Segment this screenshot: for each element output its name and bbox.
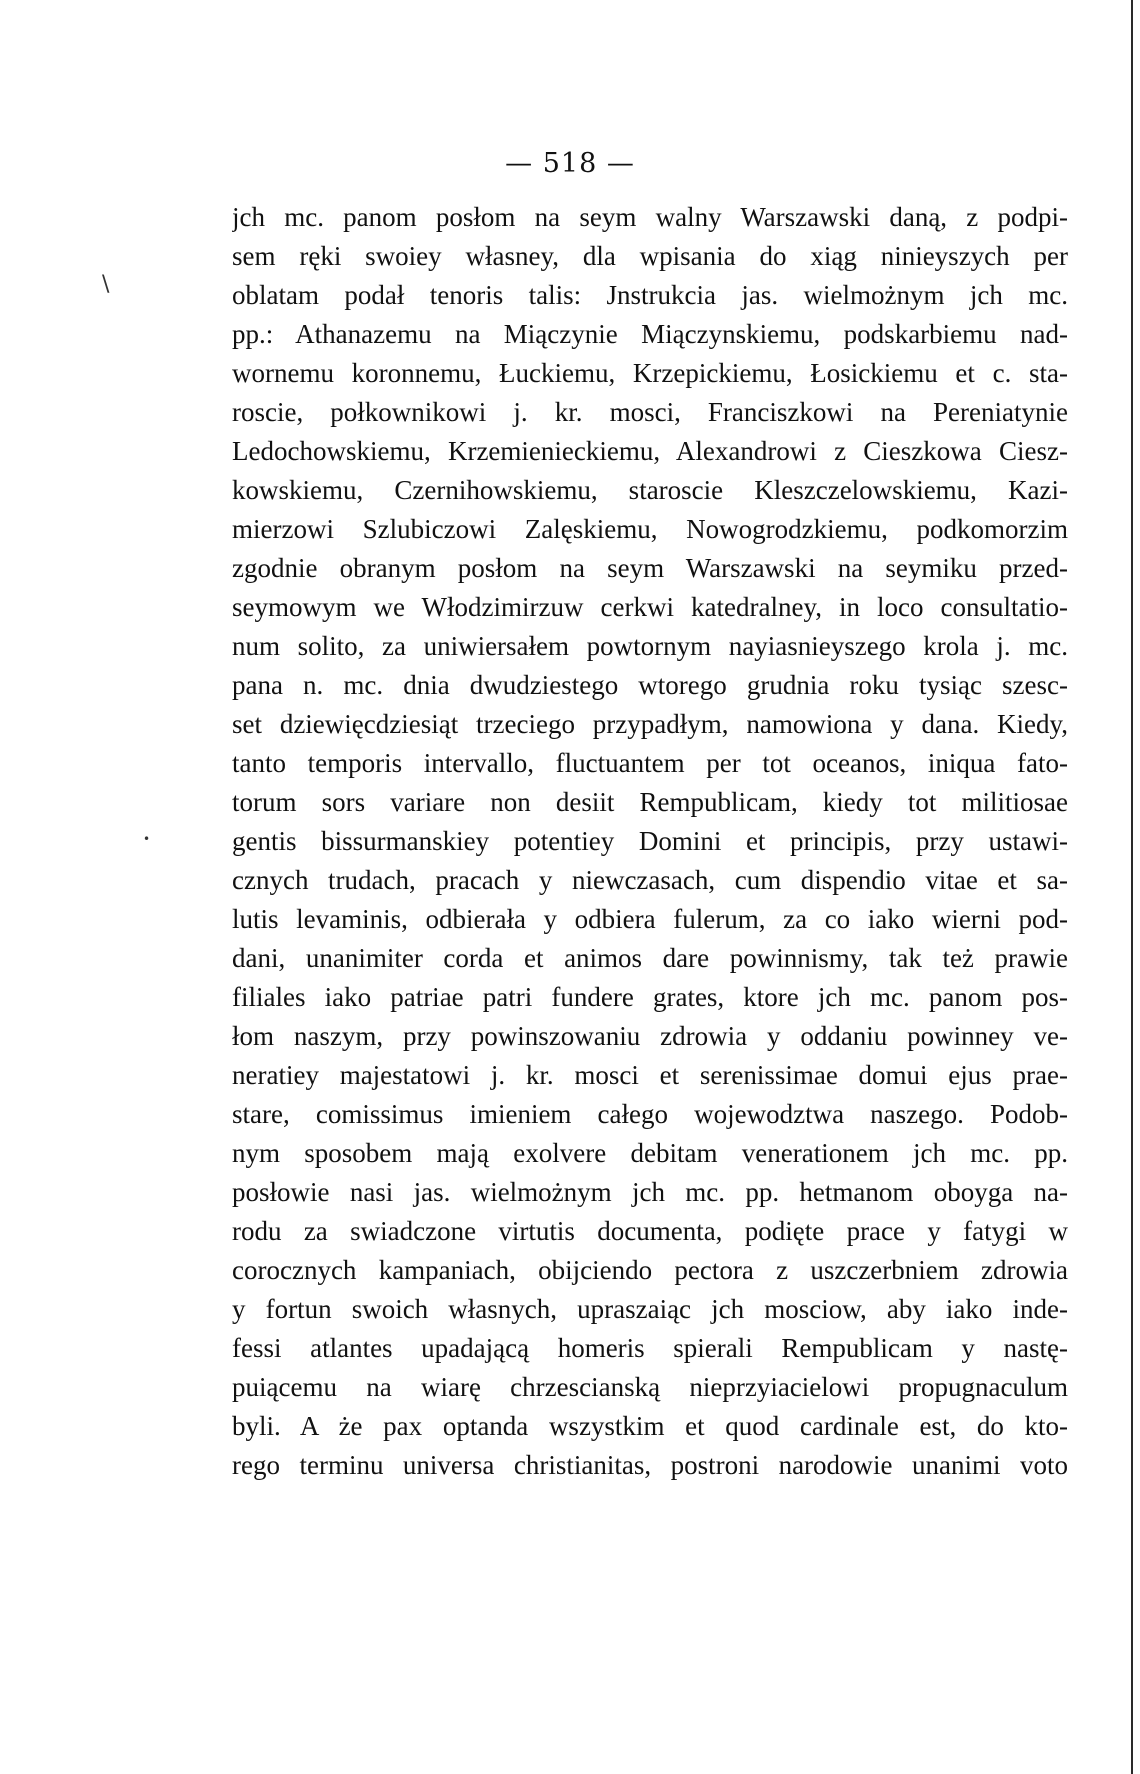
page-number: — 518 — (505, 148, 635, 179)
text-line: kowskiemu, Czernihowskiemu, staroscie Kleszczelowskiemu, Kazi- (232, 475, 1068, 505)
text-line: cznych trudach, pracach y niewczasach, cum dispendio vitae et sa- (232, 865, 1068, 895)
text-line: zgodnie obranym posłom na seym Warszawski na seymiku przed- (232, 553, 1068, 583)
text-line: gentis bissurmanskiey potentiey Domini et principis, przy ustawi- (232, 826, 1068, 856)
text-line: posłowie nasi jas. wielmożnym jch mc. pp. hetmanom oboyga na- (232, 1177, 1068, 1207)
text-line: roscie, połkownikowi j. kr. mosci, Franciszkowi na Pereniatynie (232, 397, 1068, 427)
text-line: łom naszym, przy powinszowaniu zdrowia y oddaniu powinney ve- (232, 1021, 1068, 1051)
text-line: jch mc. panom posłom na seym walny Warszawski daną, z podpi- (232, 202, 1068, 232)
text-line: pana n. mc. dnia dwudziestego wtorego grudnia roku tysiąc szesc- (232, 670, 1068, 700)
text-line: torum sors variare non desiit Rempublicam, kiedy tot militiosae (232, 787, 1068, 817)
text-line: stare, comissimus imieniem całego wojewodztwa naszego. Podob- (232, 1099, 1068, 1129)
text-line: corocznych kampaniach, obijciendo pectora z uszczerbniem zdrowia (232, 1255, 1068, 1285)
text-line: seymowym we Włodzimirzuw cerkwi katedralney, in loco consultatio- (232, 592, 1068, 622)
text-line: nym sposobem mają exolvere debitam venerationem jch mc. pp. (232, 1138, 1068, 1168)
text-line: dani, unanimiter corda et animos dare powinnismy, tak też prawie (232, 943, 1068, 973)
text-line: puiącemu na wiarę chrzescianską nieprzyiacielowi propugnaculum (232, 1372, 1068, 1402)
text-line: sem ręki swoiey własney, dla wpisania do xiąg ninieyszych per (232, 241, 1068, 271)
text-line: filiales iako patriae patri fundere grates, ktore jch mc. panom pos- (232, 982, 1068, 1012)
margin-mark: \ (102, 272, 110, 297)
text-line: lutis levaminis, odbierała y odbiera fulerum, za co iako wierni pod- (232, 904, 1068, 934)
body-text (232, 198, 1068, 1485)
text-line: tanto temporis intervallo, fluctuantem per tot oceanos, iniqua fato- (232, 748, 1068, 778)
text-line: pp.: Athanazemu na Miączynie Miączynskiemu, podskarbiemu nad- (232, 319, 1068, 349)
text-line: neratiey majestatowi j. kr. mosci et serenissimae domui ejus prae- (232, 1060, 1068, 1090)
text-line: rodu za swiadczone virtutis documenta, podięte prace y fatygi w (232, 1216, 1068, 1246)
text-line: wornemu koronnemu, Łuckiemu, Krzepickiemu, Łosickiemu et c. sta- (232, 358, 1068, 388)
margin-dot: • (143, 832, 151, 846)
text-line: fessi atlantes upadającą homeris spierali Rempublicam y nastę- (232, 1333, 1068, 1363)
text-line: set dziewięcdziesiąt trzeciego przypadłym, namowiona y dana. Kiedy, (232, 709, 1068, 739)
text-line: y fortun swoich własnych, upraszaiąc jch mosciow, aby iako inde- (232, 1294, 1068, 1324)
text-line: rego terminu universa christianitas, postroni narodowie unanimi voto (232, 1450, 1068, 1480)
text-line: oblatam podał tenoris talis: Jnstrukcia jas. wielmożnym jch mc. (232, 280, 1068, 310)
text-line: Ledochowskiemu, Krzemienieckiemu, Alexandrowi z Cieszkowa Ciesz- (232, 436, 1068, 466)
page-edge-rule (1131, 0, 1133, 1774)
text-line: num solito, za uniwiersałem powtornym nayiasnieyszego krola j. mc. (232, 631, 1068, 661)
text-line: byli. A że pax optanda wszystkim et quod cardinale est, do kto- (232, 1411, 1068, 1441)
text-line: mierzowi Szlubiczowi Zalęskiemu, Nowogrodzkiemu, podkomorzim (232, 514, 1068, 544)
